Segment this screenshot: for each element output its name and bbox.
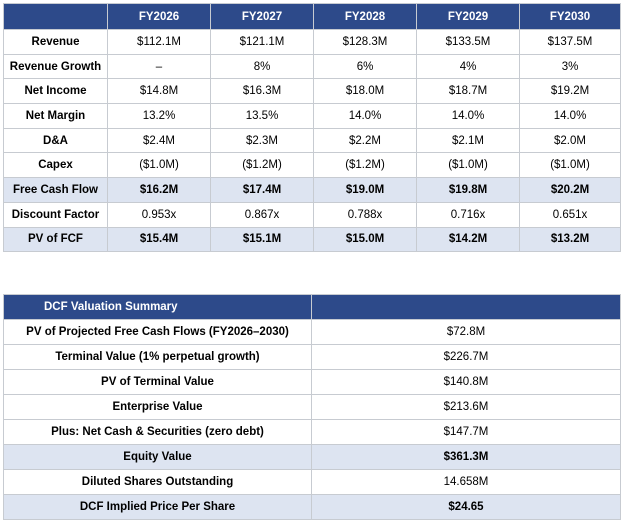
cell: $18.7M	[417, 79, 520, 104]
cell: $19.8M	[417, 178, 520, 203]
cell: 13.5%	[211, 104, 314, 129]
cell: $2.0M	[520, 128, 621, 153]
cell: 0.953x	[108, 202, 211, 227]
cell: $18.0M	[314, 79, 417, 104]
cell: $15.0M	[314, 227, 417, 252]
summary-value: $361.3M	[312, 445, 621, 470]
table-row-revenue-growth	[4, 54, 621, 79]
cell: $128.3M	[314, 30, 417, 55]
projection-table	[3, 3, 621, 252]
cell: $2.3M	[211, 128, 314, 153]
cell: $2.4M	[108, 128, 211, 153]
cell: 14.0%	[417, 104, 520, 129]
header-fy2026: FY2026	[108, 4, 211, 30]
summary-row-enterprise-value	[4, 395, 621, 420]
row-label: Free Cash Flow	[4, 178, 108, 203]
summary-label: Enterprise Value	[4, 395, 312, 420]
cell: 8%	[211, 54, 314, 79]
cell: $16.3M	[211, 79, 314, 104]
dcf-summary-table	[3, 294, 621, 520]
summary-label: Terminal Value (1% perpetual growth)	[4, 345, 312, 370]
cell: 13.2%	[108, 104, 211, 129]
table-row-da	[4, 128, 621, 153]
summary-label: Diluted Shares Outstanding	[4, 470, 312, 495]
table-row-discount-factor	[4, 202, 621, 227]
header-fy2029: FY2029	[417, 4, 520, 30]
table-row-revenue	[4, 30, 621, 55]
header-fy2028: FY2028	[314, 4, 417, 30]
summary-label: PV of Terminal Value	[4, 370, 312, 395]
cell: $14.2M	[417, 227, 520, 252]
cell: $17.4M	[211, 178, 314, 203]
header-fy2030: FY2030	[520, 4, 621, 30]
row-label: Capex	[4, 153, 108, 178]
summary-value: $147.7M	[312, 420, 621, 445]
cell: 0.716x	[417, 202, 520, 227]
row-label: Revenue	[4, 30, 108, 55]
cell: 14.0%	[314, 104, 417, 129]
cell: $16.2M	[108, 178, 211, 203]
summary-row-diluted-shares	[4, 470, 621, 495]
summary-row-pv-projected-fcf	[4, 320, 621, 345]
cell: $15.1M	[211, 227, 314, 252]
summary-row-net-cash	[4, 420, 621, 445]
cell: –	[108, 54, 211, 79]
cell: $2.2M	[314, 128, 417, 153]
summary-title: DCF Valuation Summary	[4, 295, 312, 320]
cell: 0.651x	[520, 202, 621, 227]
header-fy2027: FY2027	[211, 4, 314, 30]
summary-value: 14.658M	[312, 470, 621, 495]
table-row-net-margin	[4, 104, 621, 129]
summary-row-equity-value	[4, 445, 621, 470]
row-label: Net Margin	[4, 104, 108, 129]
cell: $13.2M	[520, 227, 621, 252]
cell: $19.0M	[314, 178, 417, 203]
summary-row-pv-terminal-value	[4, 370, 621, 395]
table-row-free-cash-flow	[4, 178, 621, 203]
cell: $14.8M	[108, 79, 211, 104]
summary-header-blank	[312, 295, 621, 320]
summary-row-implied-price	[4, 495, 621, 520]
cell: $133.5M	[417, 30, 520, 55]
projection-header-row	[4, 4, 621, 30]
row-label: Discount Factor	[4, 202, 108, 227]
row-label: Revenue Growth	[4, 54, 108, 79]
cell: ($1.0M)	[108, 153, 211, 178]
summary-label: Equity Value	[4, 445, 312, 470]
row-label: Net Income	[4, 79, 108, 104]
summary-row-terminal-value	[4, 345, 621, 370]
cell: $19.2M	[520, 79, 621, 104]
cell: ($1.2M)	[314, 153, 417, 178]
summary-value: $140.8M	[312, 370, 621, 395]
summary-value: $24.65	[312, 495, 621, 520]
row-label: D&A	[4, 128, 108, 153]
summary-value: $213.6M	[312, 395, 621, 420]
table-row-net-income	[4, 79, 621, 104]
cell: ($1.0M)	[417, 153, 520, 178]
cell: $121.1M	[211, 30, 314, 55]
row-label: PV of FCF	[4, 227, 108, 252]
cell: $2.1M	[417, 128, 520, 153]
cell: ($1.2M)	[211, 153, 314, 178]
cell: 6%	[314, 54, 417, 79]
cell: ($1.0M)	[520, 153, 621, 178]
header-corner	[4, 4, 108, 30]
summary-header-row	[4, 295, 621, 320]
cell: 14.0%	[520, 104, 621, 129]
cell: $137.5M	[520, 30, 621, 55]
summary-value: $72.8M	[312, 320, 621, 345]
cell: 3%	[520, 54, 621, 79]
summary-label: PV of Projected Free Cash Flows (FY2026–2030)	[4, 320, 312, 345]
summary-label: Plus: Net Cash & Securities (zero debt)	[4, 420, 312, 445]
cell: 0.867x	[211, 202, 314, 227]
cell: $15.4M	[108, 227, 211, 252]
cell: $20.2M	[520, 178, 621, 203]
summary-value: $226.7M	[312, 345, 621, 370]
summary-label: DCF Implied Price Per Share	[4, 495, 312, 520]
cell: 4%	[417, 54, 520, 79]
table-row-pv-of-fcf	[4, 227, 621, 252]
cell: 0.788x	[314, 202, 417, 227]
cell: $112.1M	[108, 30, 211, 55]
table-row-capex	[4, 153, 621, 178]
